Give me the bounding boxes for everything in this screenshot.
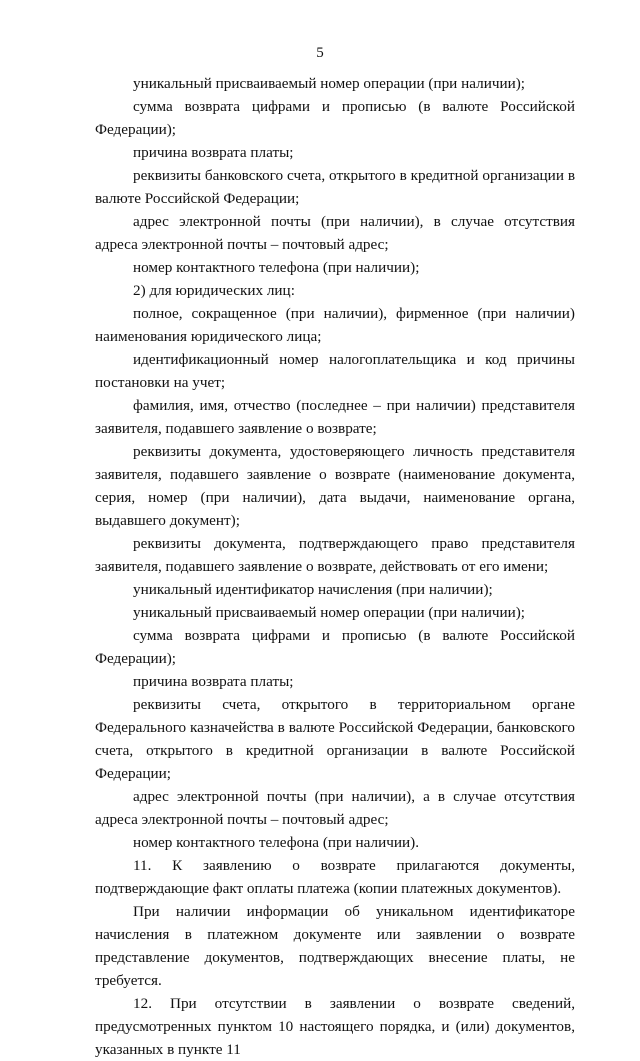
paragraph: При наличии информации об уникальном идентификаторе начисления в платежном документе или заявлении о возврате представление документов, подтверждающих внесение платы, не требуется.	[95, 903, 575, 989]
paragraph: причина возврата платы;	[133, 673, 294, 690]
paragraph: полное, сокращенное (при наличии), фирменное (при наличии) наименования юридического лица;	[95, 305, 575, 345]
paragraph: 11. К заявлению о возврате прилагаются документы, подтверждающие факт оплаты платежа (копии платежных документов).	[95, 857, 575, 897]
paragraph: 2) для юридических лиц:	[133, 282, 295, 299]
paragraph: реквизиты документа, подтверждающего право представителя заявителя, подавшего заявление о возврате, действовать от его имени;	[95, 535, 575, 575]
page-number: 5	[316, 45, 324, 61]
paragraph: номер контактного телефона (при наличии);	[133, 259, 420, 276]
paragraph: реквизиты документа, удостоверяющего личность представителя заявителя, подавшего заявление о возврате (наименование документа, серия, номер (при наличии), дата выдачи, наименование органа, выдавшего документ);	[95, 443, 575, 529]
paragraph: сумма возврата цифрами и прописью (в валюте Российской Федерации);	[95, 98, 575, 138]
paragraph: уникальный присваиваемый номер операции (при наличии);	[133, 75, 525, 92]
document-body	[95, 72, 575, 1061]
paragraph: номер контактного телефона (при наличии).	[133, 834, 419, 851]
paragraph: причина возврата платы;	[133, 144, 294, 161]
paragraph: реквизиты банковского счета, открытого в кредитной организации в валюте Российской Федерации;	[95, 167, 575, 207]
paragraph: идентификационный номер налогоплательщика и код причины постановки на учет;	[95, 351, 575, 391]
paragraph: 12. При отсутствии в заявлении о возврате сведений, предусмотренных пунктом 10 настоящего порядка, и (или) документов, указанных в пункте 11	[95, 995, 575, 1058]
paragraph: адрес электронной почты (при наличии), а в случае отсутствия адреса электронной почты – почтовый адрес;	[95, 788, 575, 828]
paragraph: фамилия, имя, отчество (последнее – при наличии) представителя заявителя, подавшего заявление о возврате;	[95, 397, 575, 437]
paragraph: сумма возврата цифрами и прописью (в валюте Российской Федерации);	[95, 627, 575, 667]
paragraph: уникальный идентификатор начисления (при наличии);	[133, 581, 493, 598]
paragraph: реквизиты счета, открытого в территориальном органе Федерального казначейства в валюте Российской Федерации, банковского счета, открытого в кредитной организации в валюте Российской Федерации;	[95, 696, 575, 782]
paragraph: адрес электронной почты (при наличии), в случае отсутствия адреса электронной почты – почтовый адрес;	[95, 213, 575, 253]
paragraph: уникальный присваиваемый номер операции (при наличии);	[133, 604, 525, 621]
